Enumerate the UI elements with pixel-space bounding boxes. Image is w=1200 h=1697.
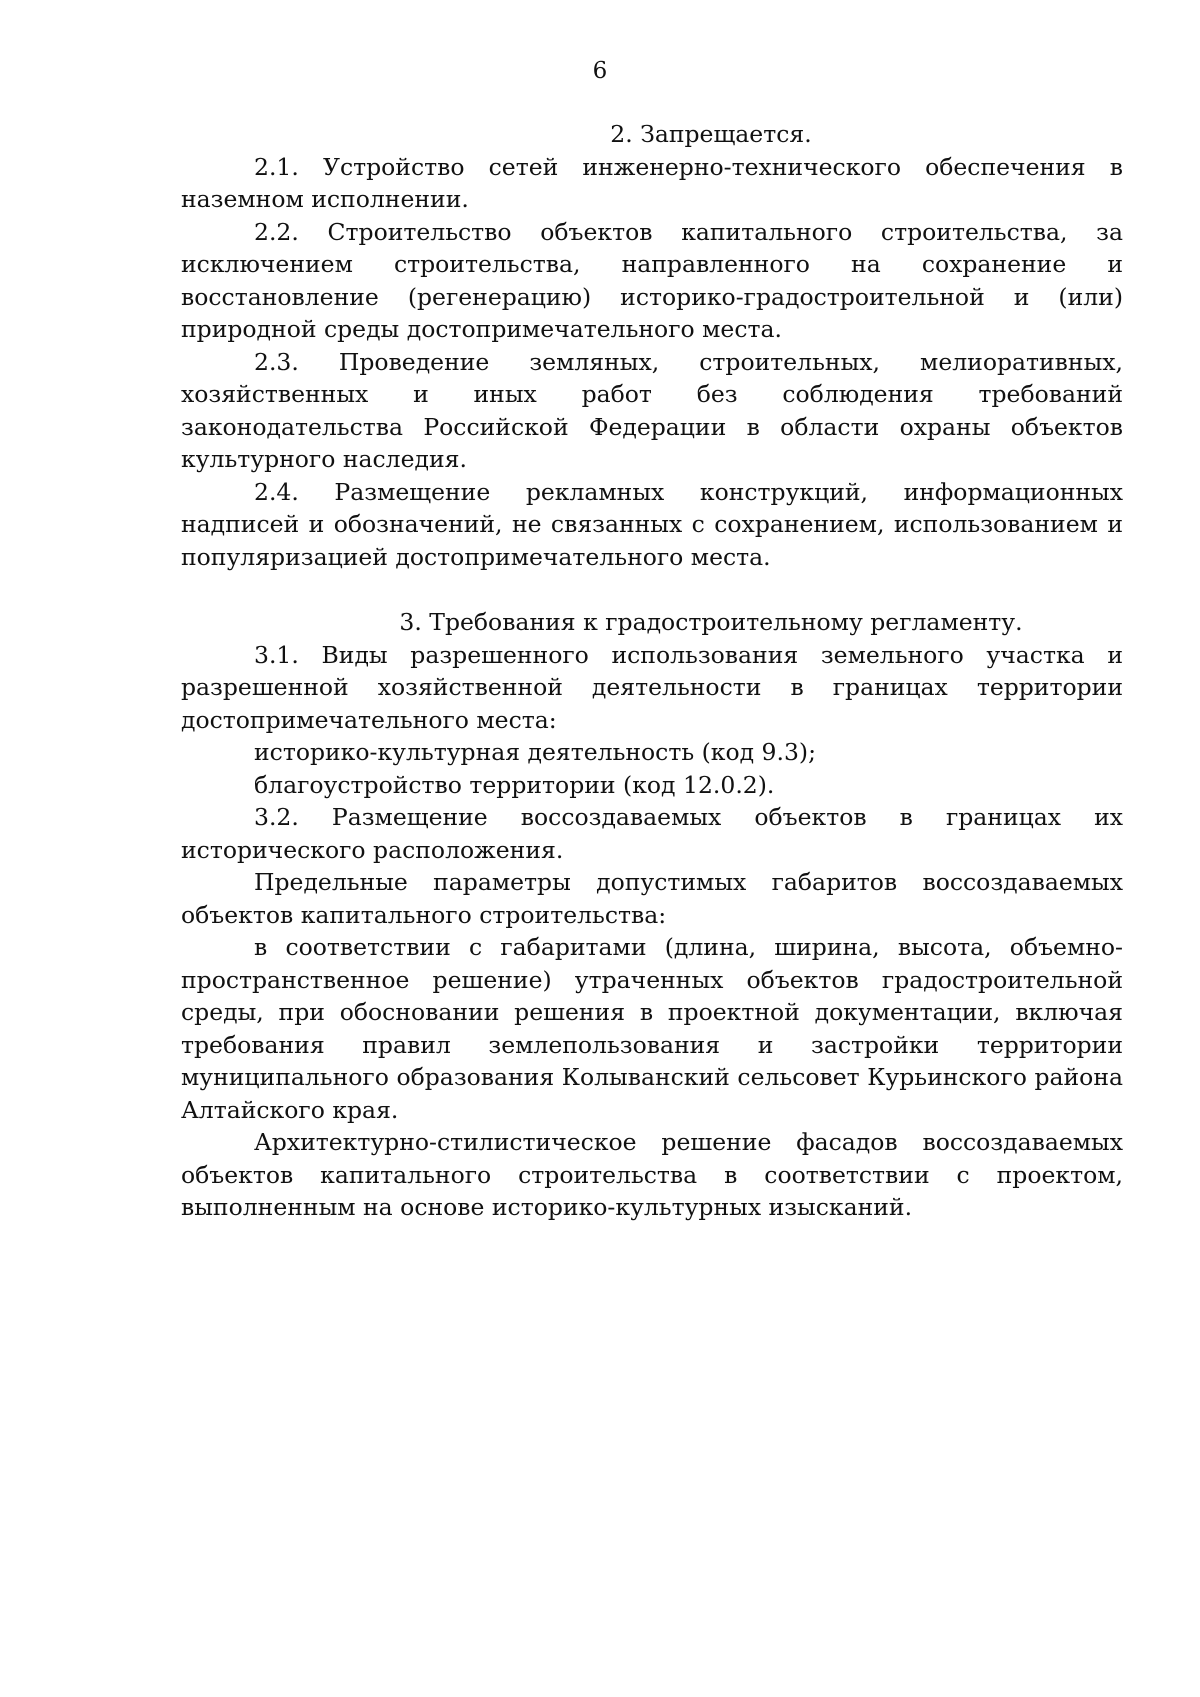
- paragraph-architectural-solution: Архитектурно-стилистическое решение фасадов воссоздаваемых объектов капитального строительства в соответствии с проектом, выполненным на основе историко-культурных изысканий.: [181, 1128, 1123, 1221]
- paragraph-limit-parameters: Предельные параметры допустимых габаритов воссоздаваемых объектов капитального строительства:: [181, 868, 1123, 929]
- paragraph-dimensions: в соответствии с габаритами (длина, ширина, высота, объемно-пространственное решение) утраченных объектов градостроительной среды, при обосновании решения в проектной документации, включая требования правил землепользования и застройки территории муниципального образования Колыванский сельсовет Курьинского района Алтайского края.: [181, 933, 1123, 1124]
- section-3-heading: 3. Требования к градостроительному регламенту.: [399, 608, 1023, 636]
- paragraph-2-4: 2.4. Размещение рекламных конструкций, информационных надписей и обозначений, не связанных с сохранением, использованием и популяризацией достопримечательного места.: [181, 477, 1123, 571]
- paragraph-3-2: 3.2. Размещение воссоздаваемых объектов в границах их исторического расположения.: [181, 803, 1123, 864]
- paragraph-3-1: 3.1. Виды разрешенного использования земельного участка и разрешенной хозяйственной деятельности в границах территории достопримечательного места:: [181, 640, 1123, 734]
- document-body: [181, 118, 1123, 1224]
- page-number: 6: [592, 58, 608, 84]
- section-2-heading: 2. Запрещается.: [610, 120, 812, 148]
- paragraph-2-3: 2.3. Проведение земляных, строительных, мелиоративных, хозяйственных и иных работ без соблюдения требований законодательства Российской Федерации в области охраны объектов культурного наследия.: [181, 347, 1123, 473]
- list-item-historical-cultural-activity: историко-культурная деятельность (код 9.3);: [254, 738, 817, 766]
- section-gap: [181, 573, 1123, 606]
- paragraph-2-1: 2.1. Устройство сетей инженерно-технического обеспечения в наземном исполнении.: [181, 152, 1123, 213]
- list-item-territory-improvement: благоустройство территории (код 12.0.2).: [254, 770, 775, 799]
- paragraph-2-2: 2.2. Строительство объектов капитального строительства, за исключением строительства, направленного на сохранение и восстановление (регенерацию) историко-градостроительной и (или) природной среды достопримечательного места.: [181, 217, 1123, 343]
